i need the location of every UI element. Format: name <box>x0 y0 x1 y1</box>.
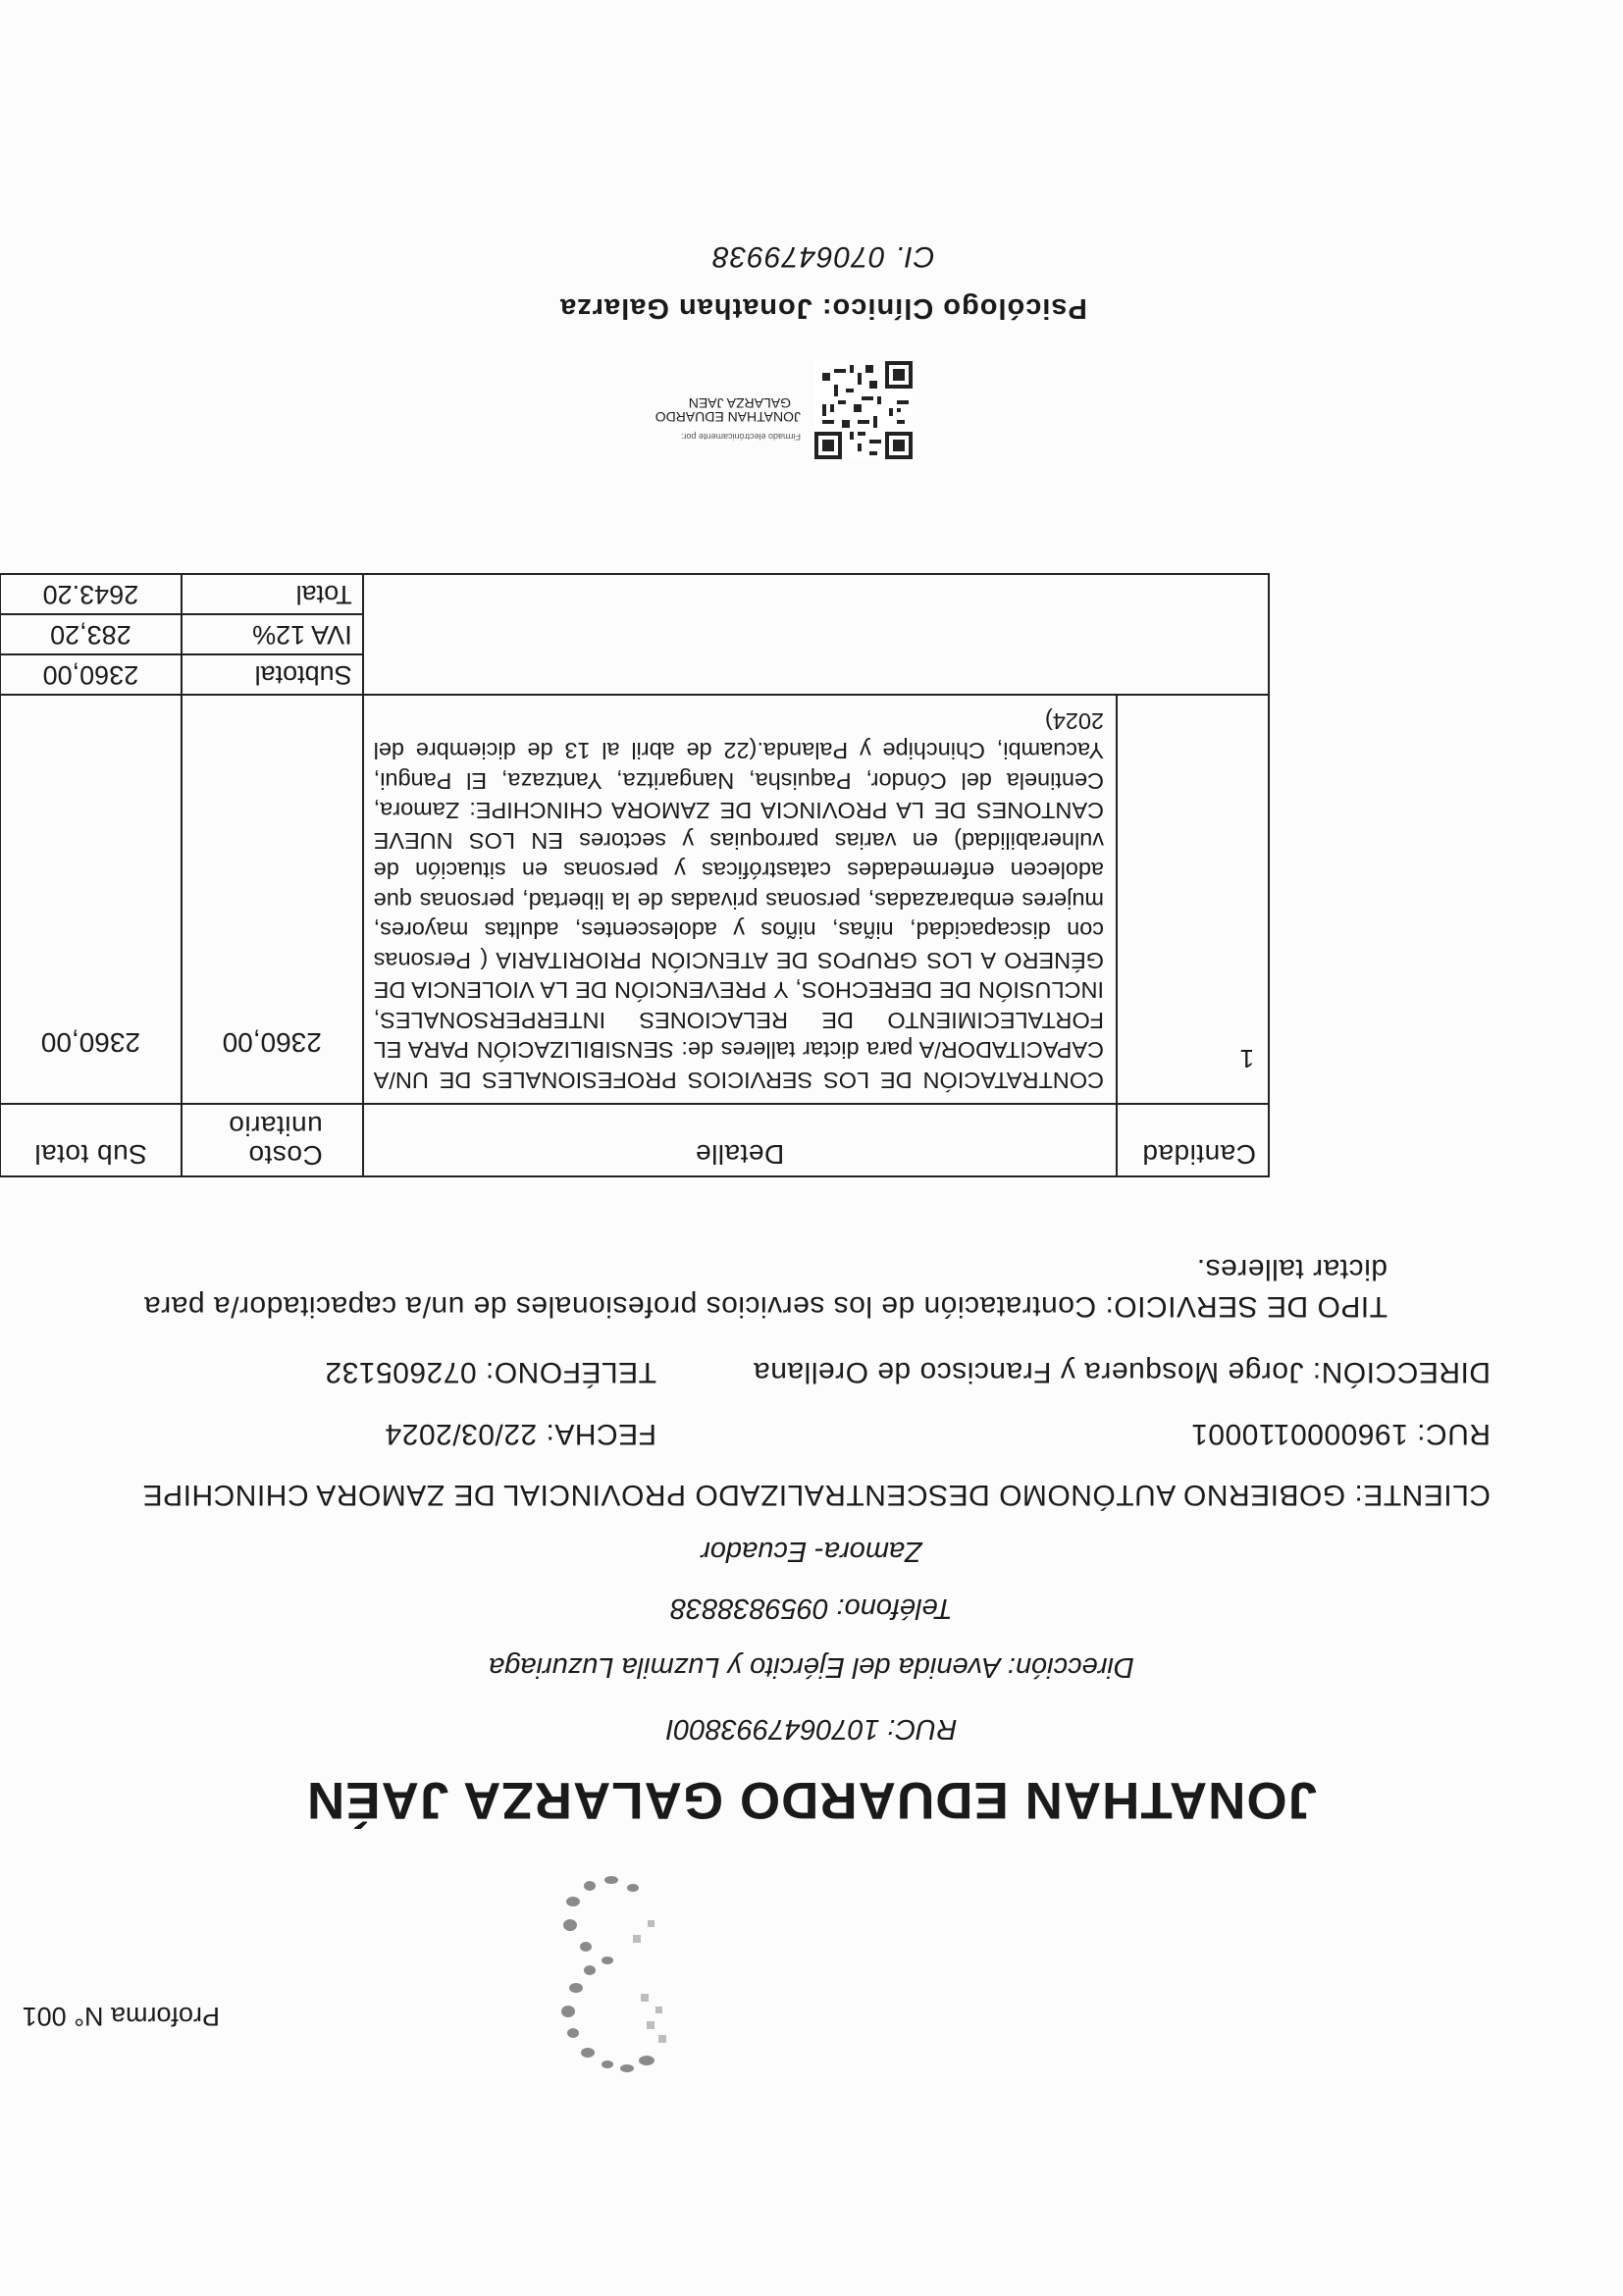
header-detalle: Detalle <box>363 1104 1117 1176</box>
signer-name-line1: JONATHAN EDUARDO <box>654 409 801 425</box>
company-city: Zamora- Ecuador <box>701 1536 922 1567</box>
signature-caption: Firmado electrónicamente por: <box>680 432 801 442</box>
iva-label: IVA 12% <box>182 615 363 655</box>
client-phone: TELÉFONO: 072605132 <box>324 1356 656 1388</box>
totals-blank-cell <box>363 575 1269 696</box>
invoice-date: FECHA: 22/03/2024 <box>385 1418 656 1450</box>
client-name: CLIENTE: GOBIERNO AUTÓNOMO DESCENTRALIZADO PROVINCIAL DE ZAMORA CHINCHIPE <box>142 1479 1491 1511</box>
service-type: TIPO DE SERVICIO: Contratación de los servicios profesionales de un/a capacitador/a para dictar talleres. <box>143 1253 1387 1323</box>
iva-value: 283,20 <box>0 615 182 655</box>
row-sub-total: 2360,00 <box>0 696 182 1105</box>
subtotal-value: 2360,00 <box>0 655 182 696</box>
signer-name-line2: GALARZA JAEN <box>688 395 791 411</box>
header-sub-total: Sub total <box>0 1104 182 1176</box>
header-cantidad: Cantidad <box>1117 1104 1269 1176</box>
table-header-row <box>0 1104 1269 1176</box>
row-cantidad: 1 <box>1117 696 1269 1105</box>
company-name: JONATHAN EDUARDO GALARZA JAÉN <box>305 1771 1318 1829</box>
table-row <box>0 696 1269 1105</box>
total-value: 2643.20 <box>0 575 182 615</box>
items-table <box>0 574 1270 1178</box>
signature-signer <box>655 396 801 424</box>
company-phone: Teléfono: 0959838838 <box>670 1592 953 1624</box>
client-ruc: RUC: 1960000110001 <box>1190 1418 1491 1450</box>
company-logo <box>529 1864 706 2090</box>
proforma-number: Proforma N° 001 <box>22 2002 220 2031</box>
signature-qr-code <box>814 361 913 459</box>
client-address: DIRECCIÓN: Jorge Mosquera y Francisco de Orellana <box>753 1356 1491 1388</box>
company-ruc: RUC: 1070647993800I <box>665 1713 958 1745</box>
row-detalle: CONTRATACIÓN DE LOS SERVICIOS PROFESIONALES DE UN/A CAPACITADOR/A para dictar talleres de: SENSIBILIZACIÓN PARA EL FORTALECIMIENTO DE RELACIONES INTERPERSONALES, INCLUSIÓN DE DERECHOS, Y PREVENCIÓN DE LA VIOLENCIA DE GÉNERO A LOS GRUPOS DE ATENCIÓN PRIORITARIA ( Personas con discapacidad, niñas, niños y adolescentes, adultas mayores, mujeres embarazadas, personas privadas de la libertad, personas que adolecen enfermedades catastróficas y personas en situación de vulnerabilidad) en varias parroquias y sectores EN LOS NUEVE CANTONES DE LA PROVINCIA DE ZAMORA CHINCHIPE: Zamora, Centinela del Cóndor, Paquisha, Nangaritza, Yantzaza, El Pangui, Yacuambi, Chinchipe y Palanda.(22 de abril al 13 de diciembre del 2024) <box>363 696 1117 1105</box>
row-costo-unitario: 2360,00 <box>182 696 363 1105</box>
subtotal-label: Subtotal <box>182 655 363 696</box>
signer-ci: CI. 0706479938 <box>711 240 935 273</box>
company-address: Dirección: Avenida del Ejército y Luzmila Luzuriaga <box>489 1651 1134 1683</box>
totals-row-subtotal <box>0 655 1269 696</box>
signer-title: Psicólogo Clínico: Jonathan Galarza <box>559 292 1087 324</box>
total-label: Total <box>182 575 363 615</box>
header-costo-unitario: Costo unitario <box>182 1104 363 1176</box>
